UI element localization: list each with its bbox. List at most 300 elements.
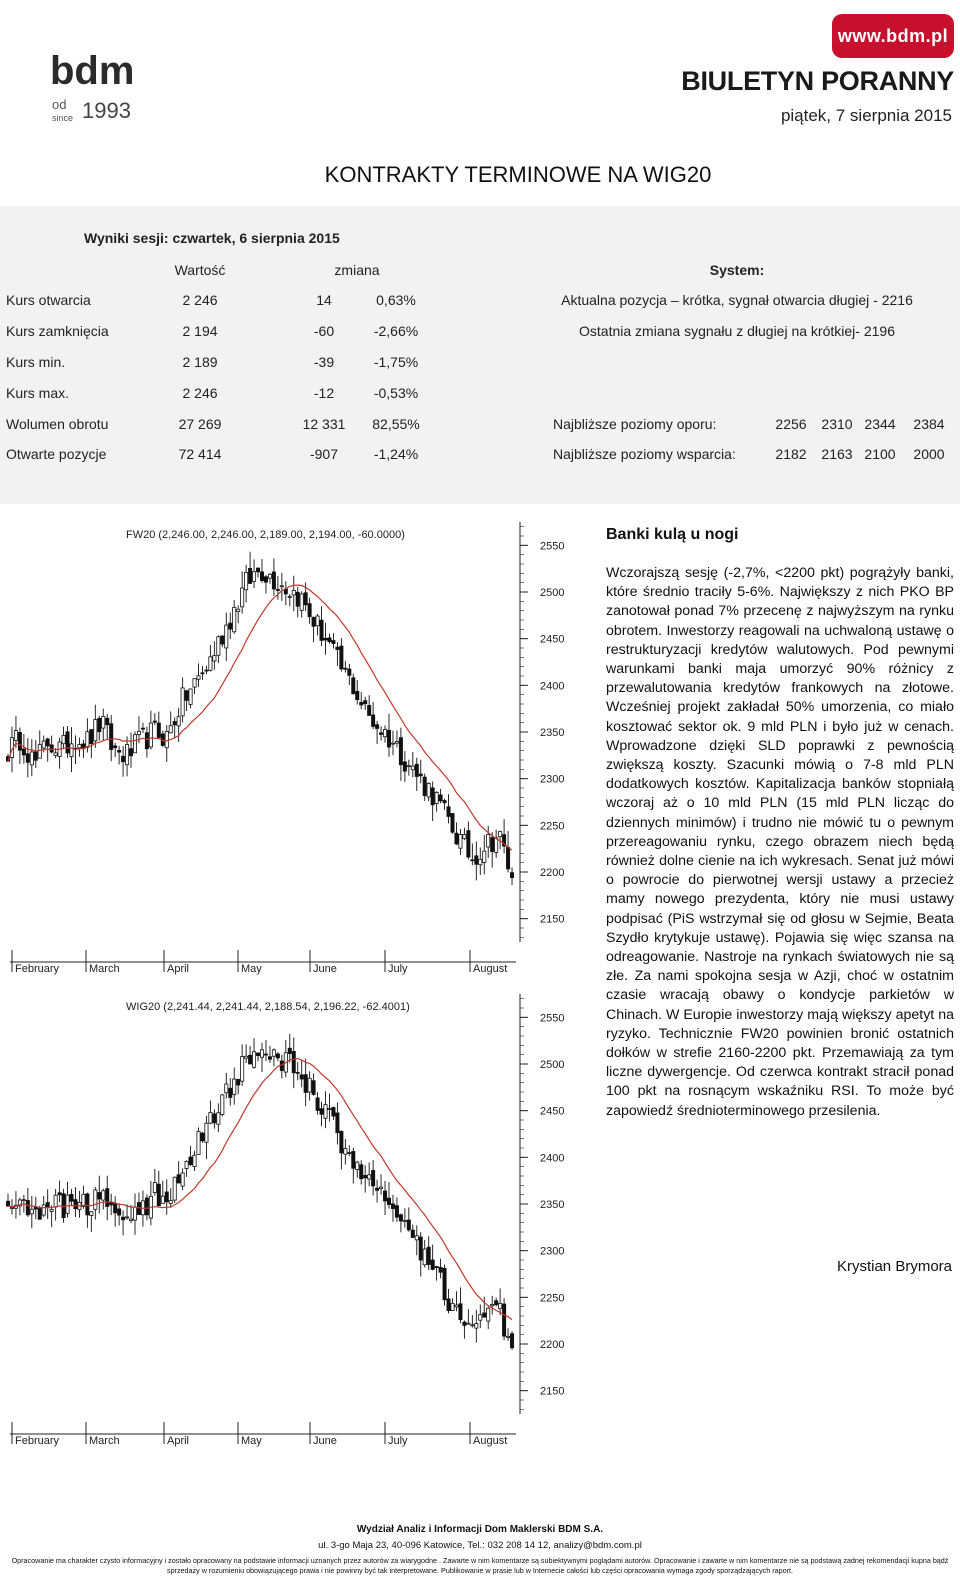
wig20-chart	[0, 988, 580, 1468]
system-label: System:	[709, 262, 765, 278]
candle-body	[375, 1188, 378, 1190]
row-label: Kurs min.	[6, 354, 66, 370]
candle-body	[153, 721, 156, 722]
candle-body	[181, 1173, 184, 1186]
candle-body	[288, 1048, 291, 1053]
column-header-change: zmiana	[334, 262, 380, 278]
candle-body	[368, 705, 371, 715]
candle-body	[58, 1193, 61, 1195]
candle-body	[225, 1084, 228, 1093]
candle-body	[296, 1072, 299, 1073]
candle-body	[197, 676, 200, 679]
candle-body	[34, 752, 37, 760]
x-month-label: August	[473, 963, 508, 975]
article-body: Wczorajszą sesję (-2,7%, <2200 pkt) pogrążyły banki, które średnio traciły 5-6%. Największy z nich PKO BP zanotował ponad 7% przecenę z najwyższym na rynku obrotem. Inwestorzy reagowali na uchwaloną ustawę o restrukturyzacji kredytów walutowych. Pod pewnymi warunkami banki maja umorzyć 90% różnicy z przewalutowania kredytów frankowych na złotowe. Wcześniej projekt zakładał 50% umorzenia, co miało kosztować sektor ok. 9 mld PLN i było już w cenach. Wprowadzone dzięki SLD poprawki z pewnością zwiększą koszty. Szacunki mówią o 7-8 mld PLN dodatkowych kosztów. Kapitalizacja banków stopniałą wczoraj aż o 10 mld PLN (15 mld PLN licząc do dziennych minimów) i trudno nie mówić tu o pewnym przereagowaniu rynku, czego obrazem niech będą również dolne cienie na ich wykresach. Senat już mówi o powrocie do pierwotnej wersji ustawy a przecież mamy nowego prezydenta, który nie musi ustawy podpisać (PiS wstrzymał się od głosu w Sejmie, Beata Szydło krytykuje ustawę). Pojawia się więc szansa na odreagowanie. Nastroje na rynkach światowych nie są złe. Za nami spokojna sesja w Azji, choć w ostatnim czasie wracają obawy o kondycje parkietów w Chinach. W Europie inwestorzy mają większy apetyt na ryzyko. Technicznie FW20 powinien bronić ostatnich dołków w strefie 2160-2200 pkt. Przemawiają za tym liczne dywergencje. Od czerwca kontrakt stracił ponad 100 pkt na rosnącym wskaźniku RSI. To może być zapowiedź średnioterminowego przesilenia.	[606, 565, 954, 1119]
candle-body	[54, 753, 57, 756]
candle-body	[225, 625, 228, 648]
candle-body	[6, 1201, 9, 1206]
candle-body	[94, 720, 97, 741]
candle-body	[316, 1098, 319, 1110]
candle-body	[217, 637, 220, 655]
support-level: 2182	[775, 446, 807, 462]
candle-body	[415, 1236, 418, 1240]
resistance-level: 2256	[775, 416, 807, 432]
candle-body	[272, 1050, 275, 1056]
y-tick-label: 2450	[540, 1105, 565, 1118]
footer-disclaimer: Opracowanie ma charakter czysto informacyjny i zostało opracowany na podstawie informacji uznanych przez autorów za wiarygodne . Zawarte w nim komentarze są subiektywnymi poglądami autorów. Opracowanie i zawarte w nim komentarze nie są podstawą żadnej rekomendacji kupna bądź sprzedaży w rozumieniu obowiązującego prawa i nie powinny być tak interpretowane. Publikowanie w prasie lub w Internecie całości lub części opracowania wymaga zgody sporządzających raport.	[11, 1556, 949, 1575]
candle-body	[181, 688, 184, 716]
candle-body	[439, 1267, 442, 1272]
candle-body	[145, 733, 148, 749]
session-results-panel	[0, 206, 960, 504]
candle-body	[451, 1303, 454, 1310]
candle-body	[356, 691, 359, 699]
candle-body	[62, 735, 65, 743]
candle-body	[42, 741, 45, 748]
candle-body	[205, 1123, 208, 1142]
candle-body	[177, 1175, 180, 1183]
candle-body	[312, 617, 315, 626]
svg-text:since: since	[52, 113, 74, 123]
candle-body	[38, 1208, 41, 1220]
candle-body	[14, 731, 17, 741]
candle-body	[375, 725, 378, 729]
candle-body	[463, 1322, 466, 1325]
candle-body	[379, 733, 382, 735]
candle-body	[121, 756, 124, 762]
logo-year: 1993	[82, 98, 131, 123]
resistance-level: 2310	[821, 416, 853, 432]
x-month-label: July	[388, 1435, 408, 1447]
candle-body	[332, 641, 335, 644]
candle-body	[296, 592, 299, 606]
candle-body	[256, 568, 259, 572]
candle-body	[491, 1304, 494, 1305]
candle-body	[149, 723, 152, 747]
candle-body	[248, 568, 251, 583]
candle-body	[328, 638, 331, 642]
resistance-label: Najbliższe poziomy oporu:	[553, 416, 717, 432]
candle-body	[403, 1220, 406, 1221]
candle-body	[90, 730, 93, 744]
candle-body	[229, 1088, 232, 1097]
candle-body	[387, 1198, 390, 1204]
support-level: 2100	[864, 446, 896, 462]
candle-body	[193, 1155, 196, 1166]
candle-body	[201, 1133, 204, 1141]
candle-body	[383, 1191, 386, 1201]
candle-body	[229, 623, 232, 629]
candle-body	[74, 1200, 77, 1209]
chart-title: WIG20 (2,241.44, 2,241.44, 2,188.54, 2,196.22, -62.4001)	[126, 1001, 410, 1013]
bulletin-title: BIULETYN PORANNY	[681, 66, 954, 96]
y-tick-label: 2200	[540, 867, 565, 879]
candle-body	[407, 766, 410, 767]
candle-body	[237, 609, 240, 611]
candle-body	[169, 726, 172, 733]
candle-body	[129, 1219, 132, 1221]
candle-body	[415, 764, 418, 776]
row-value: 2 189	[182, 354, 218, 370]
x-month-label: February	[15, 1435, 60, 1447]
candle-body	[70, 1194, 73, 1201]
y-tick-label: 2200	[540, 1339, 565, 1351]
x-month-label: August	[473, 1435, 508, 1447]
candle-body	[221, 1095, 224, 1115]
candle-body	[288, 597, 291, 598]
candle-body	[300, 1075, 303, 1079]
x-month-label: June	[313, 963, 337, 975]
candle-body	[237, 1079, 240, 1085]
candle-body	[340, 646, 343, 669]
session-label: Wyniki sesji: czwartek, 6 sierpnia 2015	[84, 230, 340, 246]
support-label: Najbliższe poziomy wsparcia:	[553, 446, 736, 462]
x-month-label: March	[89, 1435, 120, 1447]
fw20-chart	[0, 516, 580, 996]
candle-body	[173, 722, 176, 725]
candle-body	[475, 856, 478, 865]
candle-body	[300, 594, 303, 610]
candle-body	[189, 689, 192, 704]
candle-body	[399, 1215, 402, 1221]
candle-body	[467, 1323, 470, 1324]
candle-body	[423, 1249, 426, 1265]
candle-body	[245, 572, 248, 589]
candle-body	[94, 1190, 97, 1209]
candle-body	[233, 607, 236, 631]
candle-body	[133, 735, 136, 753]
candle-body	[241, 588, 244, 607]
candle-body	[50, 1209, 53, 1211]
candle-body	[487, 834, 490, 847]
candle-body	[22, 1200, 25, 1201]
candle-body	[209, 657, 212, 671]
y-tick-label: 2500	[540, 1059, 565, 1071]
chart-title: FW20 (2,246.00, 2,246.00, 2,189.00, 2,194.00, -60.0000)	[126, 529, 405, 541]
candle-body	[479, 1315, 482, 1320]
candle-body	[455, 833, 458, 844]
candle-body	[435, 793, 438, 804]
candle-body	[26, 754, 29, 763]
candle-body	[205, 670, 208, 671]
row-pct: -2,66%	[373, 323, 419, 339]
y-tick-label: 2150	[540, 913, 565, 926]
candle-body	[332, 1107, 335, 1116]
candle-body	[459, 834, 462, 848]
row-value: 72 414	[178, 446, 222, 462]
candle-body	[233, 1079, 236, 1094]
y-tick-label: 2250	[540, 1292, 565, 1305]
candle-body	[185, 691, 188, 701]
row-change: 14	[316, 292, 332, 308]
candle-body	[348, 1153, 351, 1154]
row-label: Otwarte pozycje	[6, 446, 107, 462]
row-label: Kurs otwarcia	[6, 292, 91, 308]
candle-body	[292, 590, 295, 595]
candle-body	[90, 1212, 93, 1216]
candle-body	[26, 1200, 29, 1214]
candle-body	[499, 1303, 502, 1308]
candle-body	[451, 813, 454, 832]
candle-body	[30, 752, 33, 765]
candle-body	[506, 1336, 509, 1337]
candle-body	[245, 1056, 248, 1058]
candle-body	[292, 1051, 295, 1072]
candle-body	[372, 715, 375, 726]
candle-body	[70, 744, 73, 757]
candle-body	[471, 1325, 474, 1326]
candle-body	[312, 1081, 315, 1095]
candle-body	[78, 745, 81, 748]
candle-body	[423, 777, 426, 795]
candle-body	[260, 1050, 263, 1058]
candle-body	[320, 620, 323, 640]
candle-body	[141, 728, 144, 729]
x-month-label: April	[167, 1435, 190, 1447]
y-tick-label: 2350	[540, 1199, 565, 1211]
candle-body	[66, 732, 69, 753]
candle-body	[256, 1053, 259, 1056]
candle-body	[125, 744, 128, 764]
candle-body	[395, 742, 398, 744]
candle-body	[137, 1203, 140, 1215]
candle-body	[201, 673, 204, 674]
candle-body	[379, 1187, 382, 1189]
candle-body	[260, 572, 263, 581]
candle-body	[483, 1313, 486, 1317]
candle-body	[467, 831, 470, 857]
candle-body	[118, 1209, 121, 1215]
candle-body	[102, 716, 105, 728]
candle-body	[506, 847, 509, 869]
candle-body	[336, 647, 339, 649]
candle-body	[411, 766, 414, 770]
support-level: 2163	[821, 446, 853, 462]
candle-body	[145, 1198, 148, 1215]
article-title: Banki kulą u nogi	[606, 526, 739, 543]
candle-body	[356, 1162, 359, 1169]
candle-body	[86, 1194, 89, 1215]
candle-body	[463, 834, 466, 838]
row-change: -39	[313, 354, 335, 370]
candle-body	[431, 1260, 434, 1269]
support-level: 2000	[913, 446, 945, 462]
candle-body	[483, 851, 486, 862]
x-month-label: May	[241, 963, 262, 975]
section-title: KONTRAKTY TERMINOWE NA WIG20	[324, 162, 712, 187]
row-pct: 0,63%	[376, 292, 416, 308]
candle-body	[18, 732, 21, 750]
x-month-label: February	[15, 963, 60, 975]
candle-body	[165, 731, 168, 747]
website-badge[interactable]	[832, 14, 954, 58]
candle-body	[395, 1206, 398, 1217]
candle-body	[213, 1114, 216, 1123]
candle-body	[241, 1057, 244, 1082]
candle-body	[360, 1165, 363, 1179]
row-value: 2 246	[182, 385, 218, 401]
candle-body	[177, 717, 180, 726]
row-value: 2 194	[182, 323, 218, 339]
candle-body	[344, 1149, 347, 1155]
candle-body	[308, 1078, 311, 1092]
system-last-change: Ostatnia zmiana sygnału z długiej na krótkiej- 2196	[579, 323, 895, 339]
candle-body	[352, 1151, 355, 1168]
candle-body	[510, 873, 513, 878]
candle-body	[46, 1202, 49, 1206]
row-pct: -0,53%	[373, 385, 419, 401]
candle-body	[387, 730, 390, 747]
system-position: Aktualna pozycja – krótka, sygnał otwarcia długiej - 2216	[561, 292, 913, 308]
row-change: -60	[313, 323, 335, 339]
candle-body	[252, 1052, 255, 1068]
candle-body	[209, 1112, 212, 1123]
candle-body	[391, 1204, 394, 1209]
candle-body	[189, 1157, 192, 1165]
svg-text:od: od	[52, 97, 67, 112]
candle-body	[125, 1217, 128, 1218]
candle-body	[447, 807, 450, 817]
logo-text: bdm	[50, 49, 135, 93]
y-tick-label: 2550	[540, 540, 565, 553]
column-header-value: Wartość	[174, 262, 226, 278]
candle-body	[252, 572, 255, 582]
y-tick-label: 2300	[540, 773, 565, 786]
candle-body	[510, 1334, 513, 1348]
candle-body	[217, 1113, 220, 1124]
candle-body	[66, 1195, 69, 1213]
candle-body	[431, 788, 434, 805]
y-tick-label: 2300	[540, 1245, 565, 1258]
candle-body	[391, 743, 394, 744]
candle-body	[304, 1075, 307, 1093]
candle-body	[133, 1207, 136, 1220]
candle-body	[407, 1220, 410, 1230]
candle-body	[328, 1108, 331, 1109]
candle-body	[403, 762, 406, 771]
candle-body	[98, 718, 101, 731]
y-tick-label: 2550	[540, 1012, 565, 1025]
row-change: 12 331	[302, 416, 346, 432]
candle-body	[121, 1217, 124, 1220]
candle-body	[86, 732, 89, 748]
candle-body	[38, 745, 41, 759]
candle-body	[221, 636, 224, 644]
bulletin-date: piątek, 7 sierpnia 2015	[780, 106, 952, 125]
candle-body	[383, 730, 386, 737]
candle-body	[399, 738, 402, 765]
candle-body	[443, 1268, 446, 1299]
candle-body	[193, 679, 196, 687]
candle-body	[368, 1175, 371, 1179]
candle-body	[447, 1299, 450, 1311]
row-pct: 82,55%	[372, 416, 420, 432]
candle-body	[475, 1324, 478, 1329]
candle-body	[82, 1194, 85, 1206]
x-month-label: April	[167, 963, 190, 975]
row-change: -12	[313, 385, 335, 401]
candle-body	[114, 1204, 117, 1213]
candle-body	[268, 1057, 271, 1060]
resistance-level: 2344	[864, 416, 896, 432]
candle-body	[197, 1131, 200, 1154]
candle-body	[46, 739, 49, 746]
candle-body	[157, 1184, 160, 1206]
wig20-chart-svg	[0, 988, 580, 1458]
candle-body	[340, 1131, 343, 1152]
x-month-label: June	[313, 1435, 337, 1447]
candle-body	[169, 1201, 172, 1204]
candle-body	[364, 701, 367, 704]
candle-body	[491, 838, 494, 852]
row-label: Kurs max.	[6, 385, 70, 401]
candle-body	[106, 1189, 109, 1207]
candle-body	[495, 838, 498, 853]
y-tick-label: 2400	[540, 1152, 565, 1165]
candle-body	[264, 1054, 267, 1055]
candle-body	[427, 1247, 430, 1264]
candle-body	[360, 702, 363, 705]
footer-address: ul. 3-go Maja 23, 40-096 Katowice, Tel.: 032 208 14 12, analizy@bdm.com.pl	[318, 1540, 642, 1551]
footer-organization: Wydział Analiz i Informacji Dom Maklerski BDM S.A.	[356, 1524, 604, 1535]
candle-body	[98, 1192, 101, 1199]
candle-body	[435, 1267, 438, 1268]
row-pct: -1,24%	[373, 446, 419, 462]
row-value: 27 269	[178, 416, 222, 432]
candle-body	[137, 731, 140, 734]
row-pct: -1,75%	[373, 354, 419, 370]
candle-body	[487, 1308, 490, 1321]
resistance-level: 2384	[913, 416, 945, 432]
candle-body	[118, 750, 121, 752]
row-label: Kurs zamknięcia	[6, 323, 109, 339]
y-tick-label: 2250	[540, 820, 565, 833]
bdm-logo	[6, 6, 146, 126]
row-change: -907	[309, 446, 339, 462]
candle-body	[308, 604, 311, 617]
candle-body	[22, 749, 25, 755]
y-tick-label: 2400	[540, 680, 565, 693]
candle-body	[129, 749, 132, 756]
candle-body	[248, 1055, 251, 1064]
candle-body	[62, 1194, 65, 1218]
candle-body	[495, 1301, 498, 1305]
candle-body	[276, 1054, 279, 1058]
article-author: Krystian Brymora	[836, 1258, 952, 1275]
candle-body	[185, 1161, 188, 1168]
website-link[interactable]: www.bdm.pl	[837, 26, 949, 46]
candle-body	[427, 784, 430, 797]
candle-body	[316, 616, 319, 626]
candle-body	[213, 656, 216, 661]
candle-body	[352, 678, 355, 694]
candle-body	[264, 577, 267, 582]
candle-body	[106, 718, 109, 724]
candle-body	[364, 1175, 367, 1177]
x-month-label: May	[241, 1435, 262, 1447]
candle-body	[459, 1304, 462, 1320]
y-tick-label: 2350	[540, 727, 565, 739]
y-tick-label: 2150	[540, 1385, 565, 1398]
candle-body	[411, 1230, 414, 1237]
candle-body	[324, 1105, 327, 1119]
candle-body	[348, 669, 351, 675]
candle-body	[173, 1177, 176, 1200]
candle-body	[42, 1205, 45, 1215]
candle-body	[268, 574, 271, 578]
candle-body	[479, 859, 482, 864]
candle-body	[502, 1304, 505, 1336]
